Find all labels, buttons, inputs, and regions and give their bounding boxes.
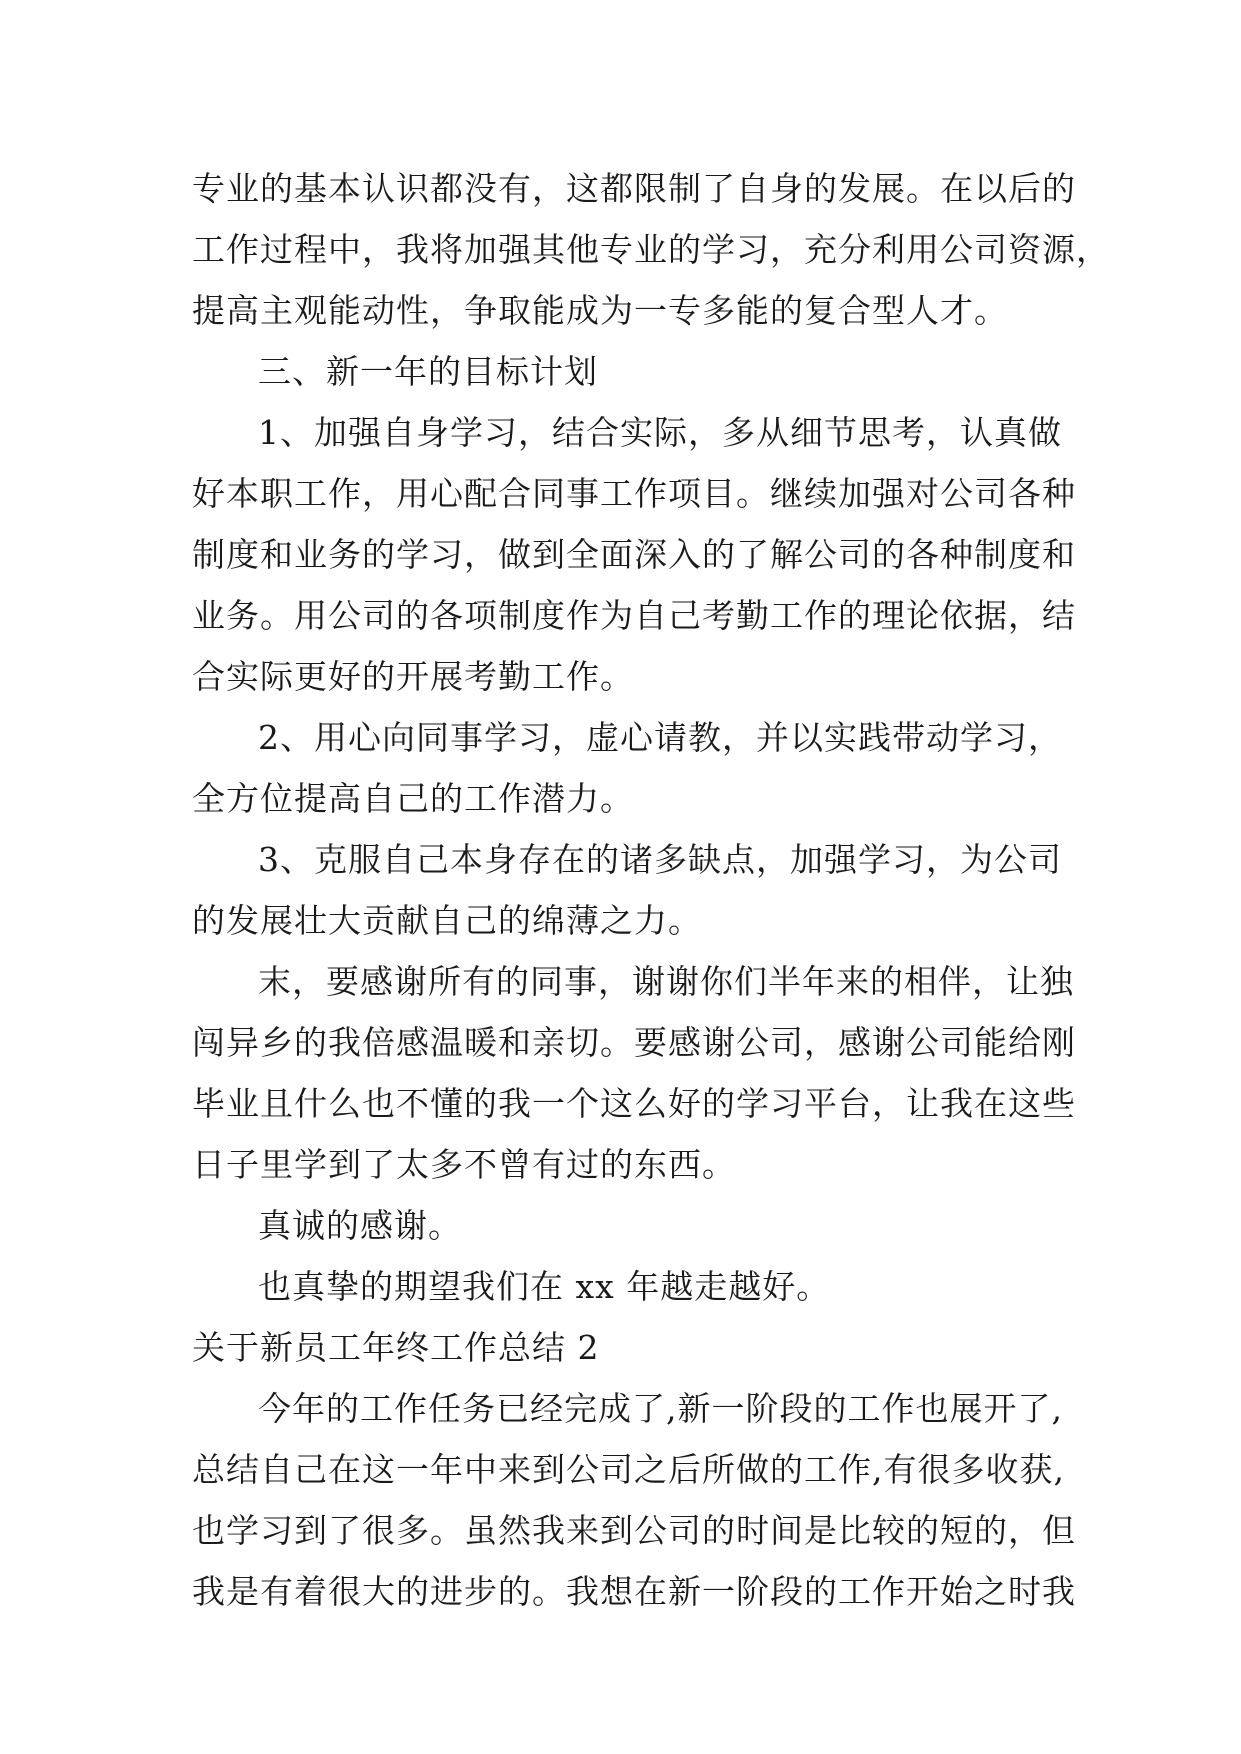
text-line: 毕业且什么也不懂的我一个这么好的学习平台，让我在这些	[192, 1084, 1076, 1123]
text-line: 2、用心向同事学习，虚心请教，并以实践带动学习，	[258, 718, 1062, 757]
text-line: 全方位提高自己的工作潜力。	[192, 779, 634, 818]
text-line: 的发展壮大贡献自己的绵薄之力。	[192, 901, 702, 940]
text-line: 制度和业务的学习，做到全面深入的了解公司的各种制度和	[192, 535, 1076, 574]
text-line: 末，要感谢所有的同事，谢谢你们半年来的相伴，让独	[258, 962, 1074, 1001]
section-heading: 三、新一年的目标计划	[258, 352, 598, 391]
text-line: 也真挚的期望我们在 xx 年越走越好。	[258, 1267, 831, 1306]
text-line: 3、克服自己本身存在的诸多缺点，加强学习，为公司	[258, 840, 1062, 879]
text-line: 闯异乡的我倍感温暖和亲切。要感谢公司，感谢公司能给刚	[192, 1023, 1076, 1062]
text-line: 合实际更好的开展考勤工作。	[192, 657, 634, 696]
text-line: 业务。用公司的各项制度作为自己考勤工作的理论依据，结	[192, 596, 1076, 635]
text-line: 1、加强自身学习，结合实际，多从细节思考，认真做	[258, 413, 1062, 452]
text-line: 今年的工作任务已经完成了,新一阶段的工作也展开了,	[258, 1389, 1063, 1428]
text-line: 总结自己在这一年中来到公司之后所做的工作,有很多收获,	[192, 1450, 1065, 1489]
text-line: 提高主观能动性，争取能成为一专多能的复合型人才。	[192, 291, 1008, 330]
text-line: 我是有着很大的进步的。我想在新一阶段的工作开始之时我	[192, 1572, 1076, 1611]
text-line: 也学习到了很多。虽然我来到公司的时间是比较的短的，但	[192, 1511, 1076, 1550]
text-line: 日子里学到了太多不曾有过的东西。	[192, 1145, 736, 1184]
text-line: 好本职工作，用心配合同事工作项目。继续加强对公司各种	[192, 474, 1076, 513]
text-line: 工作过程中，我将加强其他专业的学习，充分利用公司资源，	[192, 230, 1110, 269]
text-line: 专业的基本认识都没有，这都限制了自身的发展。在以后的	[192, 169, 1076, 208]
text-line: 真诚的感谢。	[258, 1206, 462, 1245]
document-title: 关于新员工年终工作总结 2	[192, 1328, 600, 1367]
document-page	[192, 158, 1110, 1622]
